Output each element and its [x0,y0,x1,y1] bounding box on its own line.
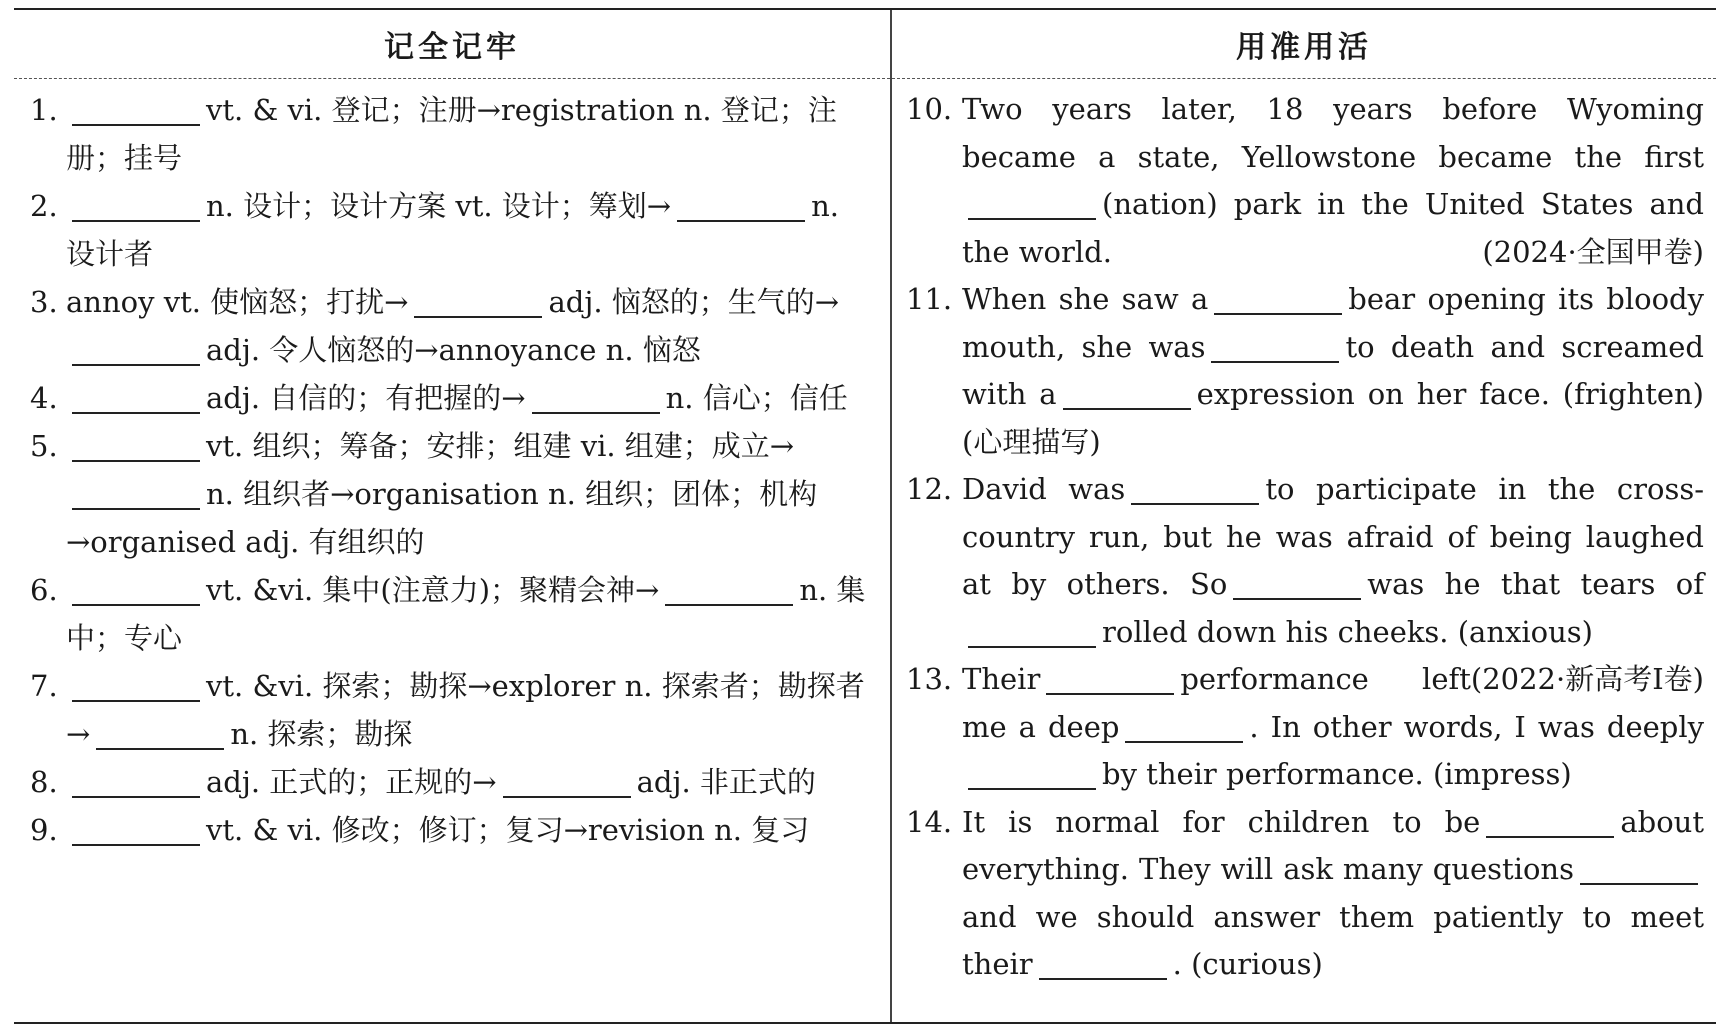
item-text: n. 集中；专心 [66,573,866,655]
item-text: David was [962,472,1126,506]
list-item [30,278,876,374]
item-text: It is normal for children to be [962,804,1481,839]
answer-blank[interactable] [1211,331,1339,363]
list-item [30,662,876,758]
answer-blank[interactable] [665,574,793,606]
answer-blank[interactable] [1039,948,1167,980]
item-number: 8. [30,765,58,799]
answer-blank[interactable] [968,188,1096,220]
item-text: adj. 正式的；正规的→ [206,765,497,799]
answer-blank[interactable] [414,286,542,318]
answer-blank[interactable] [1063,378,1191,410]
answer-blank[interactable] [72,670,200,702]
item-text: adj. 恼怒的；生气的→ [548,285,840,319]
exercise-table [14,8,1716,1024]
answer-blank[interactable] [72,382,200,414]
item-text: was he that tears of [1367,567,1704,601]
item-text: performance left me a deep [962,662,1471,744]
item-text: rolled down his cheeks. (anxious) [1102,614,1593,649]
answer-blank[interactable] [532,382,660,414]
list-item [30,86,876,182]
list-item [906,276,1704,466]
item-text: n. 探索；勘探 [230,717,413,751]
item-text: . In other words, I was deeply [1249,709,1704,744]
source-label: (2022·新高考Ⅰ卷) [1470,662,1704,696]
item-number: 2. [30,189,58,223]
list-item [30,374,876,422]
item-text: Two years later, 18 years before Wyoming became a state, Yellowstone became the first [962,92,1704,174]
left-items [14,86,890,1022]
item-text: adj. 令人恼怒的→annoyance n. 恼怒 [206,333,701,367]
answer-blank[interactable] [72,430,200,462]
list-item [30,806,876,854]
right-column [892,10,1716,1022]
item-text: and we should answer them patiently to meet their [962,899,1704,981]
item-number: 3. [30,285,58,319]
left-header: 记全记牢 [14,10,890,79]
item-text: . (curious) [1172,947,1323,981]
item-text: expression on her face. (frighten)(心理描写) [962,377,1705,459]
item-number: 11. [906,282,953,316]
item-number: 13. [906,662,953,696]
item-text: n. 设计者 [66,189,840,271]
answer-blank[interactable] [677,190,805,222]
answer-blank[interactable] [968,616,1096,648]
source-label: (2024·全国甲卷) [1482,234,1704,269]
item-text: vt. & vi. 登记；注册→registration n. 登记；注册；挂号 [66,93,837,175]
answer-blank[interactable] [72,574,200,606]
answer-blank[interactable] [72,814,200,846]
item-text: vt. 组织；筹备；安排；组建 vi. 组建；成立→ [206,429,795,463]
item-number: 7. [30,669,58,703]
answer-blank[interactable] [72,334,200,366]
item-text: n. 信心；信任 [665,381,848,415]
answer-blank[interactable] [1233,568,1361,600]
answer-blank[interactable] [968,758,1096,790]
answer-blank[interactable] [503,766,631,798]
list-item [30,758,876,806]
left-column [14,10,892,1022]
list-item [906,799,1704,989]
item-number: 4. [30,381,58,415]
answer-blank[interactable] [1486,806,1614,838]
item-text: adj. 非正式的 [636,765,816,799]
item-text: vt. & vi. 修改；修订；复习→revision n. 复习 [206,813,810,847]
answer-blank[interactable] [72,478,200,510]
item-text: (nation) park in the United States and the world. [962,187,1704,269]
answer-blank[interactable] [1046,663,1174,695]
item-text: bear opening its bloody mouth, she was [962,282,1704,364]
right-header: 用准用活 [892,10,1716,79]
list-item [906,86,1704,276]
answer-blank[interactable] [1214,283,1342,315]
list-item [30,182,876,278]
item-text: annoy vt. 使恼怒；打扰→ [66,285,409,319]
item-number: 10. [906,92,953,126]
list-item [30,566,876,662]
item-number: 1. [30,93,58,127]
answer-blank[interactable] [96,718,224,750]
answer-blank[interactable] [1131,473,1259,505]
right-items [892,86,1716,1022]
list-item [906,656,1704,799]
item-text: vt. &vi. 探索；勘探→explorer n. 探索者；勘探者→ [66,669,865,751]
item-text: by their performance. (impress) [1102,757,1572,791]
item-text: adj. 自信的；有把握的→ [206,381,526,415]
answer-blank[interactable] [72,94,200,126]
item-number: 5. [30,429,58,463]
item-text: n. 设计；设计方案 vt. 设计；筹划→ [206,189,672,223]
answer-blank[interactable] [72,190,200,222]
item-number: 6. [30,573,58,607]
item-text: Their [962,662,1041,696]
answer-blank[interactable] [72,766,200,798]
answer-blank[interactable] [1580,853,1698,885]
item-text: When she saw a [962,282,1209,316]
list-item [30,422,876,566]
item-text: to participate in the cross-country run, but he was afraid of being laughed at by others. So [962,472,1705,601]
answer-blank[interactable] [1125,711,1243,743]
item-text: n. 组织者→organisation n. 组织；团体；机构→organised adj. 有组织的 [66,477,818,559]
item-number: 12. [906,472,953,506]
item-text: vt. &vi. 集中(注意力)；聚精会神→ [206,573,660,607]
item-text: about everything. They will ask many questions [962,804,1704,886]
item-number: 14. [906,804,953,839]
item-number: 9. [30,813,58,847]
item-text: to death and screamed with a [962,329,1704,411]
